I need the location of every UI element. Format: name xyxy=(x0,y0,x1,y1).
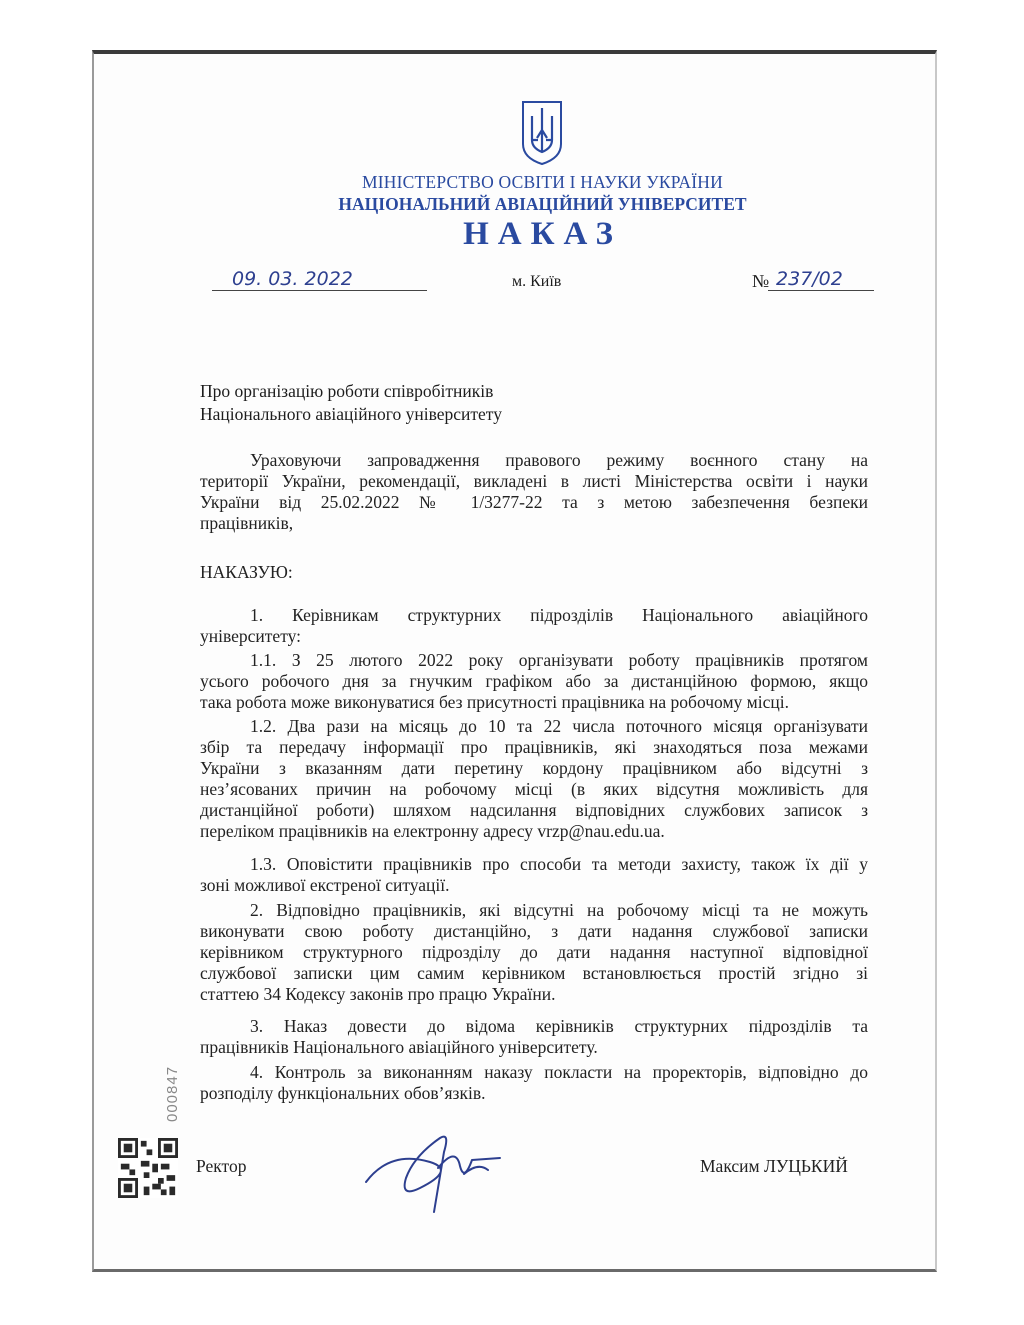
text-line: Ураховуючи запровадження правового режиму воєнного стану на xyxy=(250,450,868,470)
item-1 xyxy=(200,605,868,647)
text-line: працівників Національного авіаційного університету. xyxy=(200,1037,598,1057)
registration-number: 000847 xyxy=(164,1065,181,1122)
text-line: службової записки цим самим керівником встановлюється простій згідно зі xyxy=(200,963,868,983)
text-line: усього робочого дня за гнучким графіком або за дистанційною формою, якщо xyxy=(200,671,868,691)
text-line: 4. Контроль за виконанням наказу покласти на проректорів, відповідно до xyxy=(250,1062,868,1082)
text-line: території України, рекомендації, викладені в листі Міністерства освіти і науки xyxy=(200,471,868,491)
text-line: збір та передачу інформації про працівників, які знаходяться поза межами xyxy=(200,737,868,757)
text-line: України з вказанням дати перетину кордону працівником або відсутні з xyxy=(200,758,868,778)
university-name: НАЦІОНАЛЬНИЙ АВІАЦІЙНИЙ УНІВЕРСИТЕТ xyxy=(338,194,747,214)
subject-line: Національного авіаційного університету xyxy=(200,404,502,424)
handwritten-number: 237/02 xyxy=(776,268,843,290)
item-1-3 xyxy=(200,854,868,896)
date-underline xyxy=(212,290,427,291)
text-line: дистанційної роботи) шляхом надсилання відповідних службових записок з xyxy=(200,800,868,820)
text-line: розподілу функціональних обов’язків. xyxy=(200,1083,486,1103)
order-word: НАКАЗУЮ: xyxy=(200,562,293,582)
text-line: зоні можливої екстреної ситуації. xyxy=(200,875,450,895)
text-line: 2. Відповідно працівників, які відсутні на робочому місці та не можуть xyxy=(250,900,868,920)
text-line: працівників, xyxy=(200,513,294,533)
text-line: 1.2. Два рази на місяць до 10 та 22 числа поточного місяця організувати xyxy=(250,716,868,736)
text-line: нез’ясованих причин на робочому місці (в яких відсутня можливість для xyxy=(200,779,868,799)
number-underline xyxy=(768,290,874,291)
item-2 xyxy=(200,900,868,1005)
ministry-name: МІНІСТЕРСТВО ОСВІТИ І НАУКИ УКРАЇНИ xyxy=(362,172,723,192)
item-3 xyxy=(200,1016,868,1058)
text-line: переліком працівників на електронну адресу vrzp@nau.edu.ua. xyxy=(200,821,665,841)
text-line: університету: xyxy=(200,626,302,646)
handwritten-signature-icon xyxy=(360,1126,510,1218)
signatory-name: Максим ЛУЦЬКИЙ xyxy=(700,1156,848,1176)
text-line: виконувати свою роботу дистанційно, з дати надання службової записки xyxy=(200,921,868,941)
signatory-position: Ректор xyxy=(196,1156,247,1176)
text-line: 1.3. Оповістити працівників про способи та методи захисту, також їх дії у xyxy=(250,854,868,874)
text-line: статтею 34 Кодексу законів про працю України. xyxy=(200,984,556,1004)
trident-emblem-icon xyxy=(520,100,564,166)
document-type-title: НАКАЗ xyxy=(463,216,622,252)
text-line: 3. Наказ довести до відома керівників структурних підрозділів та xyxy=(250,1016,868,1036)
text-line: 1. Керівникам структурних підрозділів Національного авіаційного xyxy=(250,605,868,625)
text-line: керівником структурного підрозділу до дати надання наступної відповідної xyxy=(200,942,868,962)
handwritten-date: 09. 03. 2022 xyxy=(232,268,353,290)
order-subject xyxy=(200,380,700,426)
item-4 xyxy=(200,1062,868,1104)
text-line: така робота може виконуватися без присутності працівника на робочому місці. xyxy=(200,692,789,712)
text-line: 1.1. З 25 лютого 2022 року організувати роботу працівників протягом xyxy=(250,650,868,670)
preamble xyxy=(200,450,868,534)
item-1-2 xyxy=(200,716,868,842)
text-line: України від 25.02.2022 № 1/3277-22 та з метою забезпечення безпеки xyxy=(200,492,868,512)
city: м. Київ xyxy=(512,273,562,290)
subject-line: Про організацію роботи співробітників xyxy=(200,381,494,401)
qr-code-icon xyxy=(118,1138,178,1198)
item-1-1 xyxy=(200,650,868,713)
number-prefix: № xyxy=(752,271,770,291)
